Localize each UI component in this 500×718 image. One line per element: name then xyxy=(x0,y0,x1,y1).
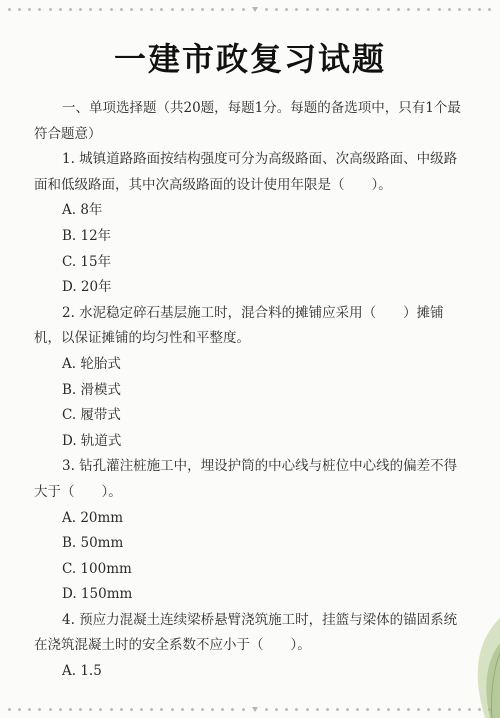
border-dot xyxy=(252,707,258,712)
question-2-option-c: C. 履带式 xyxy=(62,407,121,424)
border-dot xyxy=(417,708,420,711)
border-dot xyxy=(387,708,390,711)
question-4-stem: 4. 预应力混凝土连续梁桥悬臂浇筑施工时，挂篮与梁体的锚固系统在浇筑混凝土时的安全系数不应小于（ ）。 xyxy=(34,611,458,654)
border-dot xyxy=(285,708,288,711)
border-dot xyxy=(427,8,430,11)
border-dot xyxy=(387,8,390,11)
border-dot xyxy=(438,8,441,11)
border-dot xyxy=(211,8,214,11)
border-dot xyxy=(69,8,72,11)
border-dot xyxy=(18,8,21,11)
page-title: 一建市政复习试题 xyxy=(113,40,386,78)
border-dot xyxy=(231,8,234,11)
section-header: 一、单项选择题（共20题，每题1分。每题的备选项中，只有1个最符合题意） xyxy=(34,100,461,142)
border-dot xyxy=(59,8,62,11)
border-dot xyxy=(69,708,72,711)
border-dot xyxy=(316,708,319,711)
question-3-option-a: A. 20mm xyxy=(62,509,124,526)
border-dot xyxy=(99,708,102,711)
border-dot xyxy=(366,8,369,11)
border-dot xyxy=(242,708,245,711)
border-dot xyxy=(366,708,369,711)
border-dot xyxy=(110,708,113,711)
border-dot xyxy=(181,708,184,711)
question-3-option-c: C. 100mm xyxy=(62,560,132,577)
question-1-option-c: C. 15年 xyxy=(62,253,112,270)
border-dot xyxy=(231,708,234,711)
border-dot xyxy=(458,8,461,11)
border-dot xyxy=(120,708,123,711)
question-2-option-a: A. 轮胎式 xyxy=(62,355,121,372)
border-dot xyxy=(49,8,52,11)
top-dotted-border xyxy=(8,6,492,12)
border-dot xyxy=(407,8,410,11)
border-dot xyxy=(120,8,123,11)
border-dot xyxy=(89,708,92,711)
question-1-stem: 1. 城镇道路路面按结构强度可分为高级路面、次高级路面、中级路面和低级路面，其中次高级路面的设计使用年限是（ ）。 xyxy=(34,151,458,193)
border-dot xyxy=(265,708,268,711)
border-dot xyxy=(356,708,359,711)
border-dot xyxy=(191,8,194,11)
border-dot xyxy=(38,708,41,711)
border-dot xyxy=(140,8,143,11)
border-dot xyxy=(59,708,62,711)
border-dot xyxy=(295,708,298,711)
border-dot xyxy=(242,8,245,11)
border-dot xyxy=(150,708,153,711)
border-dot xyxy=(160,708,163,711)
border-dot xyxy=(252,7,258,12)
border-dot xyxy=(275,708,278,711)
border-dot xyxy=(79,708,82,711)
border-dot xyxy=(191,708,194,711)
bottom-dotted-border xyxy=(8,706,492,712)
border-dot xyxy=(346,8,349,11)
border-dot xyxy=(377,708,380,711)
border-dot xyxy=(448,8,451,11)
question-3-option-b: B. 50mm xyxy=(62,535,124,552)
border-dot xyxy=(140,708,143,711)
question-3-stem: 3. 钻孔灌注桩施工中，埋设护筒的中心线与桩位中心线的偏差不得大于（ ）。 xyxy=(34,458,458,500)
border-dot xyxy=(130,708,133,711)
border-dot xyxy=(171,708,174,711)
border-dot xyxy=(28,708,31,711)
question-2-option-b: B. 滑模式 xyxy=(62,381,122,398)
border-dot xyxy=(488,8,491,11)
border-dot xyxy=(181,8,184,11)
border-dot xyxy=(130,8,133,11)
border-dot xyxy=(306,708,309,711)
border-dot xyxy=(171,8,174,11)
question-1-option-a: A. 8年 xyxy=(62,202,103,219)
border-dot xyxy=(306,8,309,11)
border-dot xyxy=(265,8,268,11)
question-2-stem: 2. 水泥稳定碎石基层施工时，混合料的摊铺应采用（ ）摊铺机，以保证摊铺的均匀性和平整度。 xyxy=(34,304,444,347)
question-1-option-b: B. 12年 xyxy=(62,227,112,244)
border-dot xyxy=(417,8,420,11)
border-dot xyxy=(336,708,339,711)
border-dot xyxy=(336,8,339,11)
question-1-option-d: D. 20年 xyxy=(62,279,112,296)
border-dot xyxy=(407,708,410,711)
border-dot xyxy=(346,708,349,711)
border-dot xyxy=(285,8,288,11)
border-dot xyxy=(221,8,224,11)
border-dot xyxy=(326,8,329,11)
border-dot xyxy=(89,8,92,11)
border-dot xyxy=(38,8,41,11)
border-dot xyxy=(295,8,298,11)
border-dot xyxy=(99,8,102,11)
question-2-option-d: D. 轨道式 xyxy=(62,432,122,449)
border-dot xyxy=(8,708,11,711)
border-dot xyxy=(468,8,471,11)
border-dot xyxy=(201,8,204,11)
border-dot xyxy=(275,8,278,11)
leaf-decoration-icon xyxy=(430,598,500,718)
border-dot xyxy=(377,8,380,11)
question-4-option-a: A. 1.5 xyxy=(62,663,102,680)
question-content xyxy=(34,96,466,685)
border-dot xyxy=(150,8,153,11)
border-dot xyxy=(478,8,481,11)
border-dot xyxy=(397,708,400,711)
border-dot xyxy=(110,8,113,11)
border-dot xyxy=(201,708,204,711)
border-dot xyxy=(18,708,21,711)
border-dot xyxy=(28,8,31,11)
border-dot xyxy=(397,8,400,11)
border-dot xyxy=(316,8,319,11)
border-dot xyxy=(160,8,163,11)
border-dot xyxy=(221,708,224,711)
border-dot xyxy=(356,8,359,11)
question-3-option-d: D. 150mm xyxy=(62,586,133,603)
border-dot xyxy=(79,8,82,11)
border-dot xyxy=(211,708,214,711)
border-dot xyxy=(326,708,329,711)
border-dot xyxy=(49,708,52,711)
border-dot xyxy=(8,8,11,11)
